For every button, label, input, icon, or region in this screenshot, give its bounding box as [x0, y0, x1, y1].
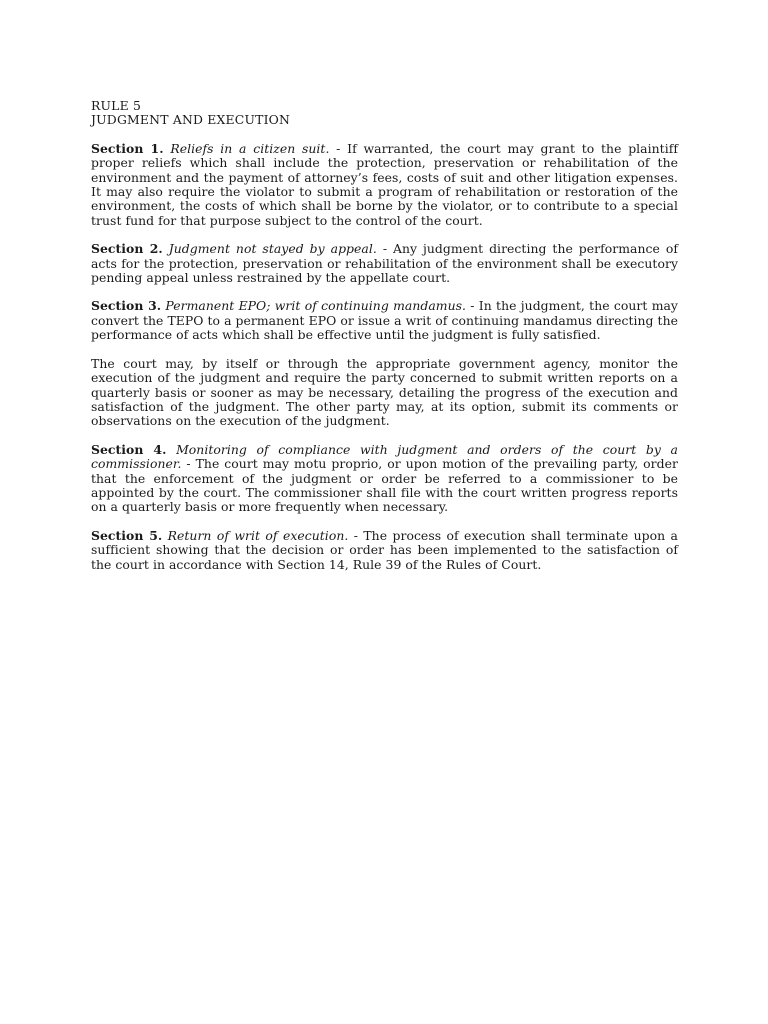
section-1-title: Reliefs in a citizen suit.: [170, 140, 330, 156]
section-3: [91, 299, 678, 342]
section-3-text: - In the judgment, the court may convert the TEPO to a permanent EPO or issue a writ of continuing mandamus directing the performance of acts which shall be effective until the judgment is fully satisfied.: [91, 298, 678, 343]
section-1-text: - If warranted, the court may grant to the plaintiff proper reliefs which shall include the protection, preservation or rehabilitation of the environment and the payment of attorney’s fees, costs of suit and other litigation expenses. It may also require the violator to submit a program of rehabilitation or restoration of the environment, the costs of which shall be borne by the violator, or to contribute to a special trust fund for that purpose subject to the control of the court.: [91, 140, 678, 228]
section-2: [91, 242, 678, 285]
rule-title: JUDGMENT AND EXECUTION: [91, 112, 291, 128]
section-3-label: Section 3.: [91, 298, 162, 314]
section-5: [91, 529, 678, 572]
section-2-text: - Any judgment directing the performance of acts for the protection, preservation or rehabilitation of the environment shall be executory pending appeal unless restrained by the appellate court.: [91, 241, 678, 286]
document-page: [91, 99, 678, 572]
section-1-label: Section 1.: [91, 140, 164, 156]
section-2-label: Section 2.: [91, 241, 163, 257]
section-3-continuation: [91, 357, 678, 429]
section-3-title: Permanent EPO; writ of continuing mandamus.: [165, 298, 466, 314]
section-4-title: Monitoring of compliance with judgment and orders of the court by a commissioner.: [91, 441, 678, 472]
section-2-title: Judgment not stayed by appeal.: [168, 241, 377, 257]
section-4: [91, 443, 678, 515]
section-5-title: Return of writ of execution.: [167, 527, 349, 543]
section-3-continuation-text: The court may, by itself or through the appropriate government agency, monitor the execution of the judgment and require the party concerned to submit written reports on a quarterly basis or sooner as may be necessary, detailing the progress of the execution and satisfaction of the judgment. The other party may, at its option, submit its comments or observations on the execution of the judgment.: [91, 355, 678, 429]
rule-number: RULE 5: [91, 98, 142, 113]
rule-heading: [91, 99, 678, 128]
section-4-text: - The court may motu proprio, or upon motion of the prevailing party, order that the enforcement of the judgment or order be referred to a commissioner to be appointed by the court. The commissioner shall file with the court written progress reports on a quarterly basis or more frequently when necessary.: [91, 456, 678, 515]
section-1: [91, 142, 678, 228]
section-5-text: - The process of execution shall terminate upon a sufficient showing that the decision or order has been implemented to the satisfaction of the court in accordance with Section 14, Rule 39 of the Rules of Court.: [91, 527, 678, 572]
section-5-label: Section 5.: [91, 527, 163, 543]
section-4-label: Section 4.: [91, 441, 167, 457]
